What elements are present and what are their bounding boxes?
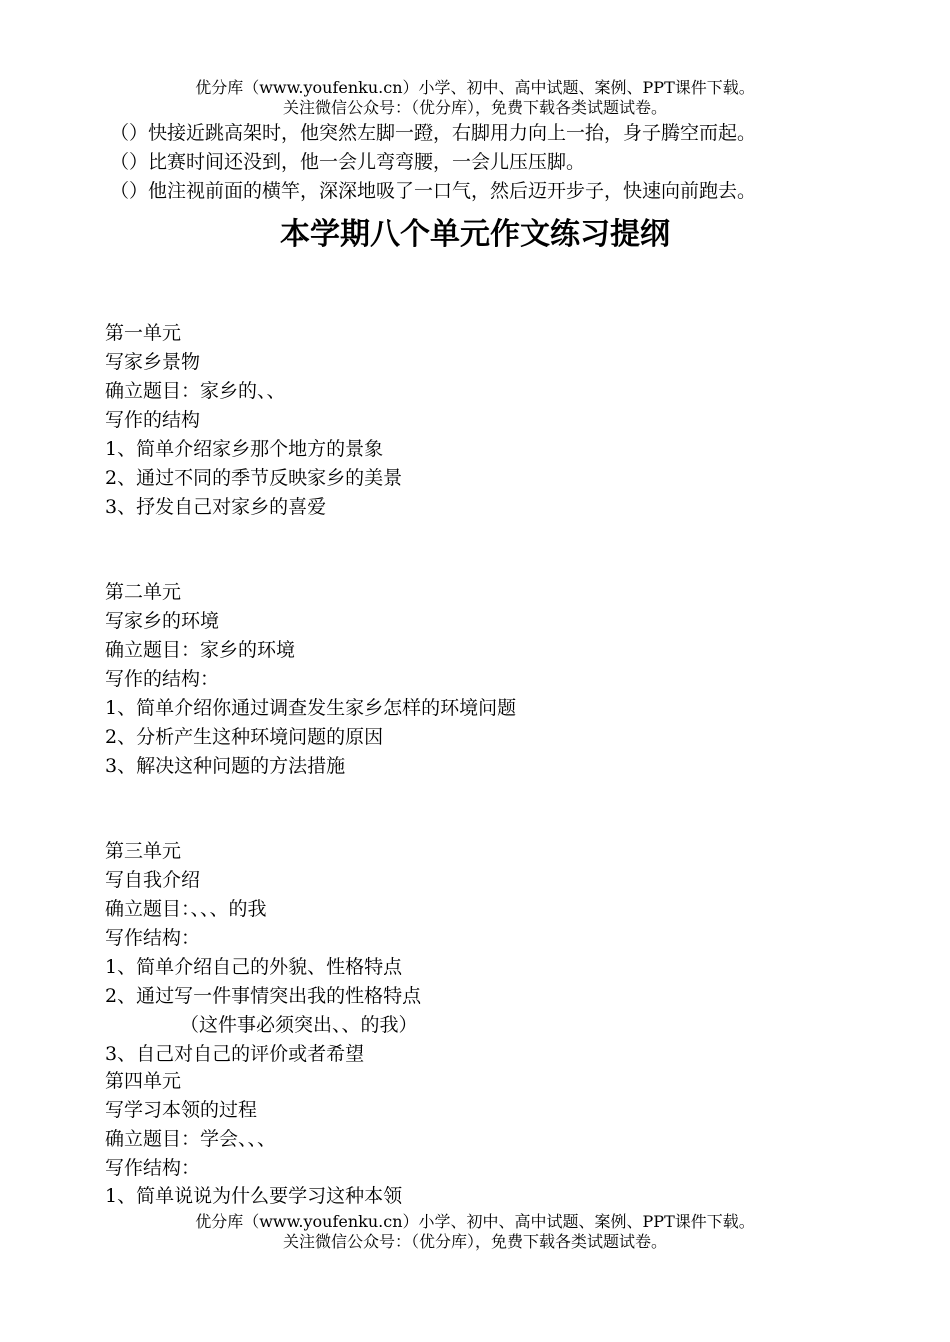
unit-point: 2、通过不同的季节反映家乡的美景 (105, 467, 403, 489)
unit-point: 3、自己对自己的评价或者希望 (105, 1043, 365, 1065)
unit-subject: 确立题目：家乡的、、 (105, 380, 286, 402)
unit-heading: 第三单元 (105, 840, 182, 862)
unit-structure-label: 写作的结构： (105, 668, 220, 690)
unit-topic: 写学习本领的过程 (105, 1099, 258, 1121)
page-title: 本学期八个单元作文练习提纲 (280, 217, 670, 252)
unit-structure-label: 写作结构： (105, 1157, 201, 1179)
header-line-2: 关注微信公众号：（优分库），免费下载各类试题试卷。 (282, 98, 667, 117)
unit-structure-label: 写作结构： (105, 927, 201, 949)
unit-point: 1、简单介绍你通过调查发生家乡怎样的环境问题 (105, 697, 517, 719)
unit-point-note: （这件事必须突出、、的我） (180, 1014, 418, 1036)
unit-heading: 第四单元 (105, 1070, 182, 1092)
unit-subject: 确立题目：家乡的环境 (105, 639, 296, 661)
unit-point: 3、解决这种问题的方法措施 (105, 755, 346, 777)
unit-subject: 确立题目：学会、、、 (105, 1128, 277, 1150)
unit-subject: 确立题目：、、、的我 (105, 898, 267, 920)
unit-point: 3、抒发自己对家乡的喜爱 (105, 496, 327, 518)
unit-topic: 写自我介绍 (105, 869, 201, 891)
unit-topic: 写家乡的环境 (105, 610, 220, 632)
unit-heading: 第二单元 (105, 581, 182, 603)
header-line-1: 优分库（www.youfenku.cn）小学、初中、高中试题、案例、PPT课件下载。 (195, 78, 755, 97)
unit-point: 1、简单介绍家乡那个地方的景象 (105, 438, 384, 460)
unit-point: 1、简单介绍自己的外貌、性格特点 (105, 956, 403, 978)
unit-structure-label: 写作的结构 (105, 409, 201, 431)
unit-point: 2、分析产生这种环境问题的原因 (105, 726, 384, 748)
unit-point: 2、通过写一件事情突出我的性格特点 (105, 985, 422, 1007)
intro-line: （）他注视前面的横竿，深深地吸了一口气，然后迈开步子，快速向前跑去。 (110, 180, 757, 202)
intro-line: （）快接近跳高架时，他突然左脚一蹬，右脚用力向上一抬，身子腾空而起。 (110, 122, 757, 144)
intro-line: （）比赛时间还没到，他一会儿弯弯腰，一会儿压压脚。 (110, 151, 586, 173)
footer-line-1: 优分库（www.youfenku.cn）小学、初中、高中试题、案例、PPT课件下载。 (195, 1212, 755, 1231)
unit-topic: 写家乡景物 (105, 351, 201, 373)
footer-line-2: 关注微信公众号：（优分库），免费下载各类试题试卷。 (282, 1232, 667, 1251)
unit-heading: 第一单元 (105, 322, 182, 344)
unit-point: 1、简单说说为什么要学习这种本领 (105, 1185, 403, 1207)
